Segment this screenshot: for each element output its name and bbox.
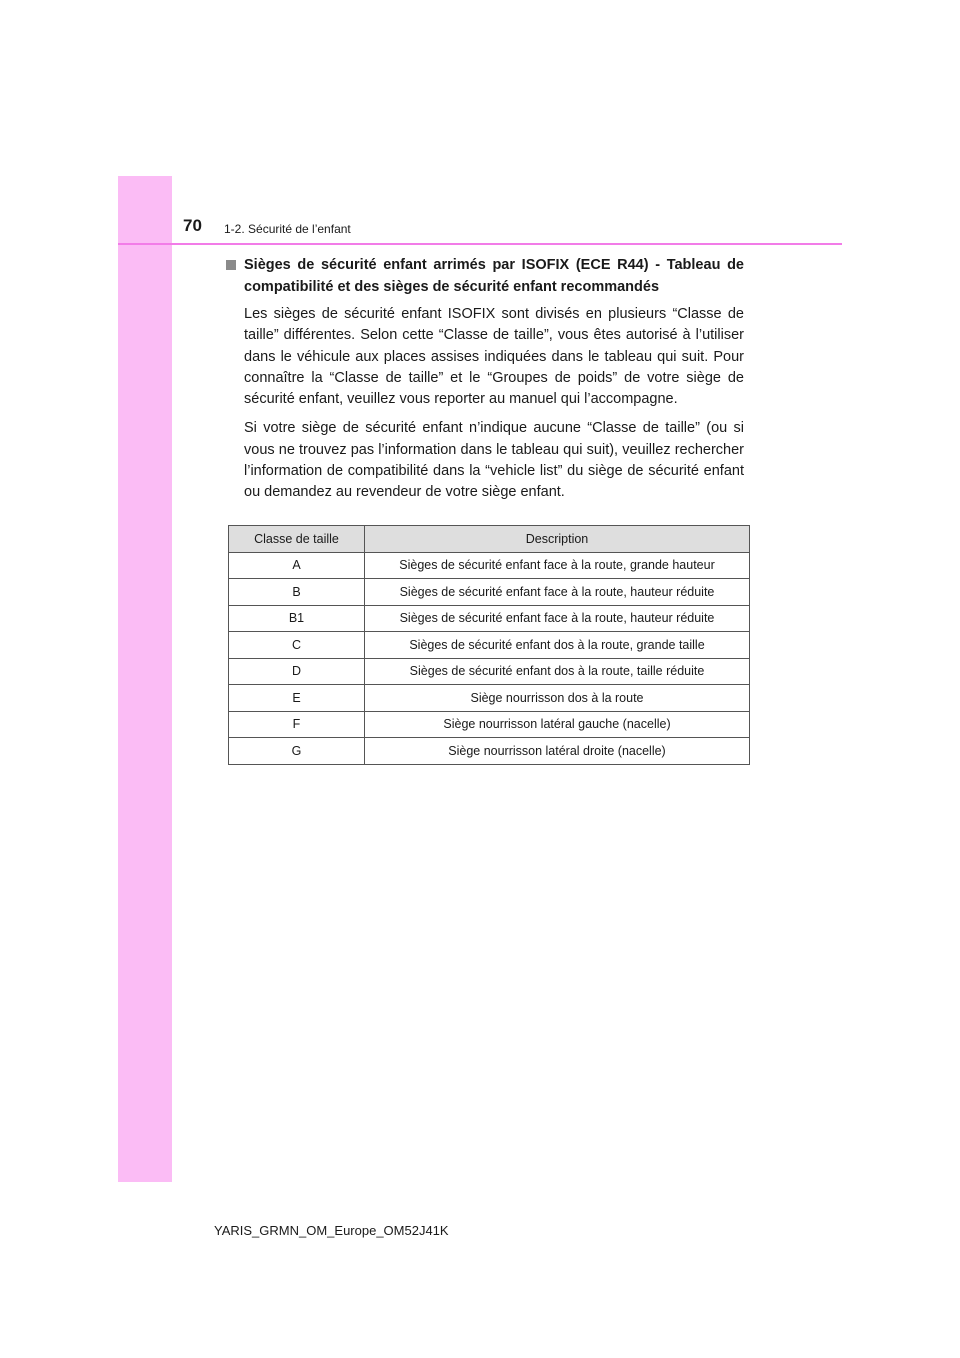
description-cell: Sièges de sécurité enfant face à la route, grande hauteur: [365, 552, 750, 579]
table-row: [229, 632, 750, 659]
paragraph-size-class: Les sièges de sécurité enfant ISOFIX sont divisés en plusieurs “Classe de taille” différentes. Selon cette “Classe de taille”, vous êtes autorisé à l’utiliser dans le véhicule aux places assises indiquées dans le tableau qui suit. Pour connaître la “Classe de taille” et le “Groupes de poids” de votre siège de sécurité enfant, veuillez vous reporter au manuel qui l’accompagne.: [244, 306, 744, 408]
subsection-heading: [224, 254, 744, 298]
description-cell: Sièges de sécurité enfant dos à la route, taille réduite: [365, 658, 750, 685]
table-row: [229, 579, 750, 606]
table-row: [229, 685, 750, 712]
subsection-heading-text: Sièges de sécurité enfant arrimés par ISOFIX (ECE R44) - Tableau de compatibilité et des sièges de sécurité enfant recommandés: [244, 257, 744, 295]
main-content: [224, 254, 744, 512]
column-header-size-class: Classe de taille: [229, 526, 365, 553]
size-class-cell: F: [229, 711, 365, 738]
column-header-description: Description: [365, 526, 750, 553]
header-divider: [118, 243, 842, 245]
description-cell: Siège nourrisson dos à la route: [365, 685, 750, 712]
table-row: [229, 605, 750, 632]
size-class-cell: B: [229, 579, 365, 606]
paragraph-vehicle-list: Si votre siège de sécurité enfant n’indique aucune “Classe de taille” (ou si vous ne trouvez pas l’information dans le tableau qui suit), veuillez rechercher l’information de compatibilité dans la “vehicle list” du siège de sécurité enfant ou demandez au revendeur de votre siège enfant.: [244, 420, 744, 501]
square-bullet-icon: [226, 260, 236, 270]
page-number: 70: [183, 216, 202, 235]
size-class-cell: G: [229, 738, 365, 765]
table-row: [229, 738, 750, 765]
size-class-cell: C: [229, 632, 365, 659]
description-cell: Sièges de sécurité enfant face à la route, hauteur réduite: [365, 605, 750, 632]
size-class-table: [228, 525, 750, 765]
size-class-cell: D: [229, 658, 365, 685]
description-cell: Siège nourrisson latéral droite (nacelle): [365, 738, 750, 765]
size-class-cell: B1: [229, 605, 365, 632]
size-class-cell: E: [229, 685, 365, 712]
section-title: 1-2. Sécurité de l’enfant: [224, 222, 351, 236]
table-header-row: [229, 526, 750, 553]
chapter-sidebar-tab: [118, 176, 172, 1182]
description-cell: Sièges de sécurité enfant face à la route, hauteur réduite: [365, 579, 750, 606]
table-row: [229, 711, 750, 738]
table-row: [229, 658, 750, 685]
description-cell: Sièges de sécurité enfant dos à la route, grande taille: [365, 632, 750, 659]
table-row: [229, 552, 750, 579]
size-class-cell: A: [229, 552, 365, 579]
description-cell: Siège nourrisson latéral gauche (nacelle): [365, 711, 750, 738]
document-code: YARIS_GRMN_OM_Europe_OM52J41K: [214, 1223, 449, 1238]
